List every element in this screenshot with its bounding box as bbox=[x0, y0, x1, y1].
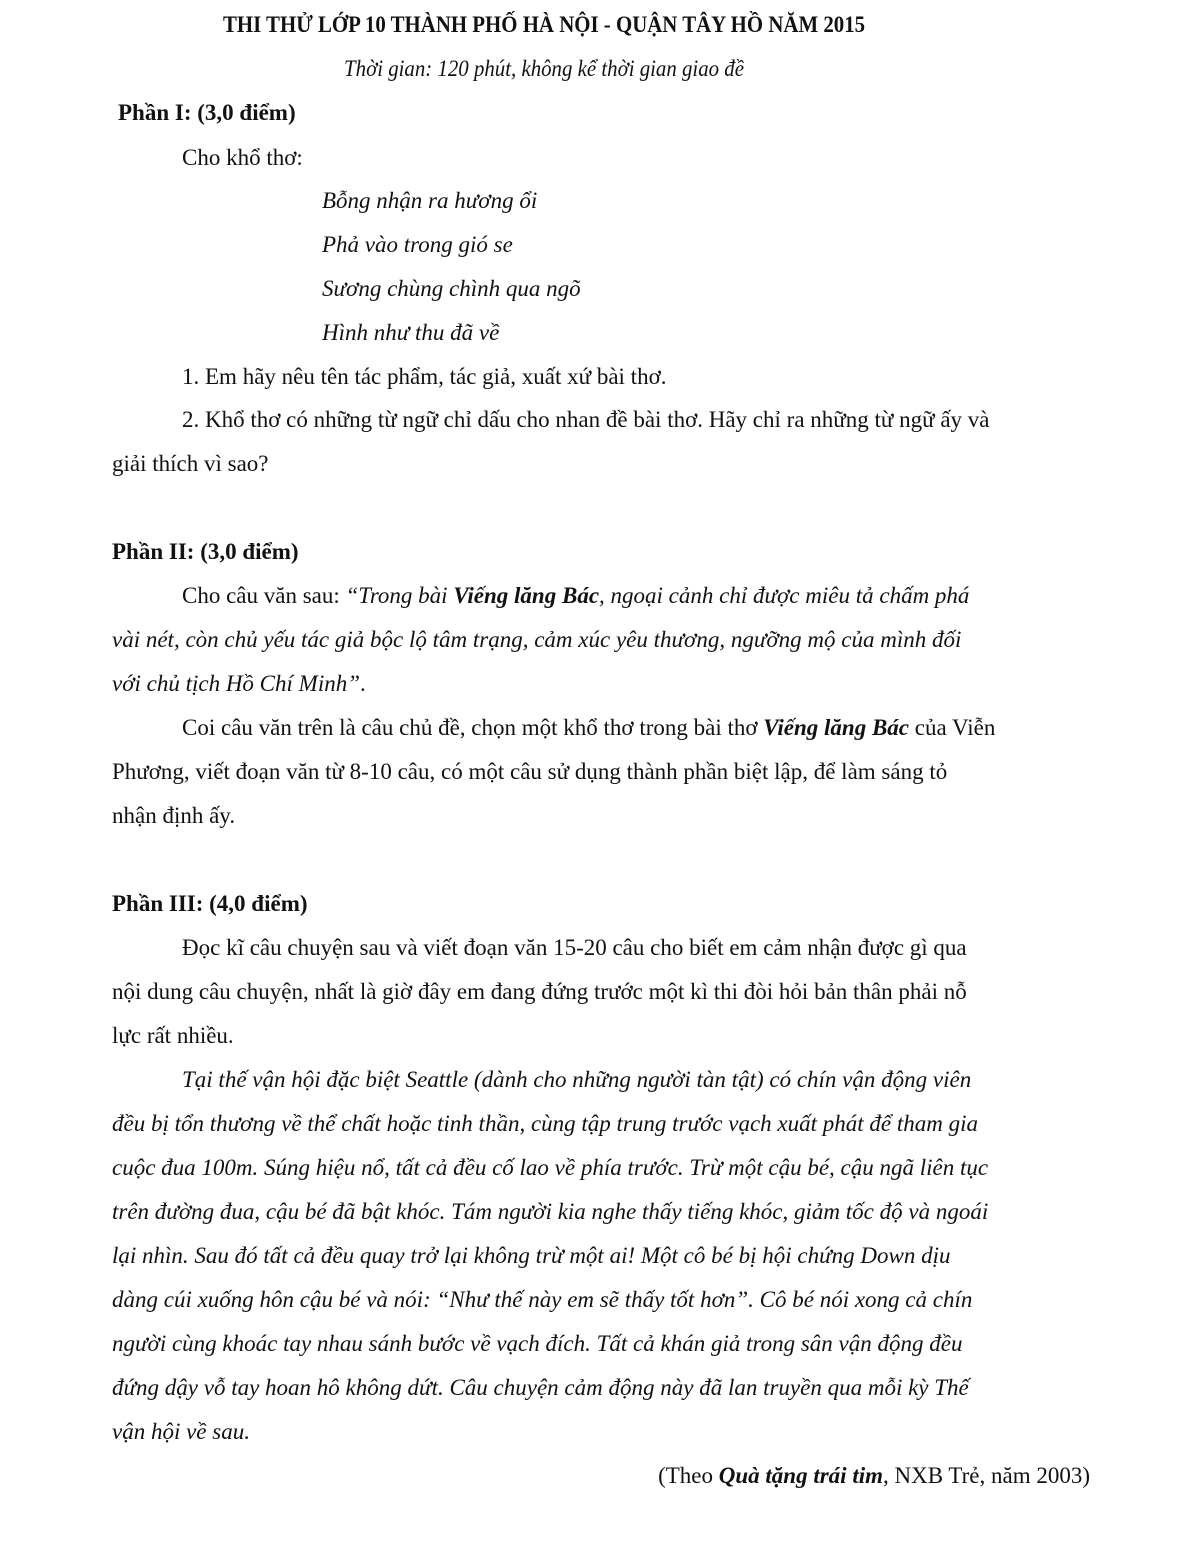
story-line: lại nhìn. Sau đó tất cả đều quay trở lại không trừ một ai! Một cô bé bị hội chứng Down dịu bbox=[112, 1243, 951, 1268]
part1-intro: Cho khổ thơ: bbox=[182, 145, 303, 170]
poem-line: Bỗng nhận ra hương ổi bbox=[322, 188, 538, 213]
poem-line: Phả vào trong gió se bbox=[322, 232, 513, 257]
story-source: (Theo Quà tặng trái tim, NXB Trẻ, năm 2003) bbox=[658, 1463, 1090, 1488]
story-line: Tại thế vận hội đặc biệt Seattle (dành cho những người tàn tật) có chín vận động viên bbox=[182, 1067, 972, 1092]
story-line: vận hội về sau. bbox=[112, 1419, 250, 1444]
part3-prompt-line: lực rất nhiều. bbox=[112, 1023, 234, 1048]
story-line: dàng cúi xuống hôn cậu bé và nói: “Như thế này em sẽ thấy tốt hơn”. Cô bé nói xong cả chín bbox=[112, 1287, 973, 1312]
part2-task-line-1: Coi câu văn trên là câu chủ đề, chọn một khổ thơ trong bài thơ Viếng lăng Bác của Viễn bbox=[182, 715, 996, 740]
part1-question-1: 1. Em hãy nêu tên tác phẩm, tác giả, xuất xứ bài thơ. bbox=[182, 364, 667, 389]
exam-title: THI THỬ LỚP 10 THÀNH PHỐ HÀ NỘI - QUẬN TÂY HỒ NĂM 2015 bbox=[222, 12, 866, 37]
poem-line: Sương chùng chình qua ngõ bbox=[322, 276, 581, 301]
part2-quote-line-2: vài nét, còn chủ yếu tác giả bộc lộ tâm trạng, cảm xúc yêu thương, ngưỡng mộ của mình đối bbox=[112, 627, 962, 652]
part3-prompt-line: nội dung câu chuyện, nhất là giờ đây em đang đứng trước một kì thi đòi hỏi bản thân phải nỗ bbox=[112, 979, 967, 1004]
part2-heading: Phần II: (3,0 điểm) bbox=[112, 539, 299, 564]
story-line: đều bị tổn thương về thể chất hoặc tinh thần, cùng tập trung trước vạch xuất phát để tham gia bbox=[112, 1111, 979, 1136]
part2-task-line-3: nhận định ấy. bbox=[112, 803, 236, 828]
part1-question-2: 2. Khổ thơ có những từ ngữ chỉ dấu cho nhan đề bài thơ. Hãy chỉ ra những từ ngữ ấy và bbox=[182, 407, 990, 432]
story-line: trên đường đua, cậu bé đã bật khóc. Tám người kia nghe thấy tiếng khóc, giảm tốc độ và ngoái bbox=[112, 1199, 989, 1224]
part2-task-line-2: Phương, viết đoạn văn từ 8-10 câu, có một câu sử dụng thành phần biệt lập, để làm sáng tỏ bbox=[112, 759, 948, 784]
part3-prompt-line: Đọc kĩ câu chuyện sau và viết đoạn văn 15-20 câu cho biết em cảm nhận được gì qua bbox=[182, 935, 967, 960]
part1-question-2-cont: giải thích vì sao? bbox=[112, 451, 269, 476]
part2-quote-line-1: Cho câu văn sau: “Trong bài Viếng lăng Bác, ngoại cảnh chỉ được miêu tả chấm phá bbox=[182, 583, 970, 608]
part1-heading: Phần I: (3,0 điểm) bbox=[118, 100, 296, 125]
exam-subtitle: Thời gian: 120 phút, không kể thời gian giao đề bbox=[344, 56, 744, 81]
poem-line: Hình như thu đã về bbox=[322, 320, 500, 345]
part3-heading: Phần III: (4,0 điểm) bbox=[112, 891, 308, 916]
story-line: cuộc đua 100m. Súng hiệu nổ, tất cả đều cố lao về phía trước. Trừ một cậu bé, cậu ngã liên tục bbox=[112, 1155, 989, 1180]
part2-quote-line-3: với chủ tịch Hồ Chí Minh”. bbox=[112, 671, 366, 696]
story-line: người cùng khoác tay nhau sánh bước về vạch đích. Tất cả khán giả trong sân vận động đều bbox=[112, 1331, 963, 1356]
story-line: đứng dậy vỗ tay hoan hô không dứt. Câu chuyện cảm động này đã lan truyền qua mỗi kỳ Thế bbox=[112, 1375, 969, 1400]
